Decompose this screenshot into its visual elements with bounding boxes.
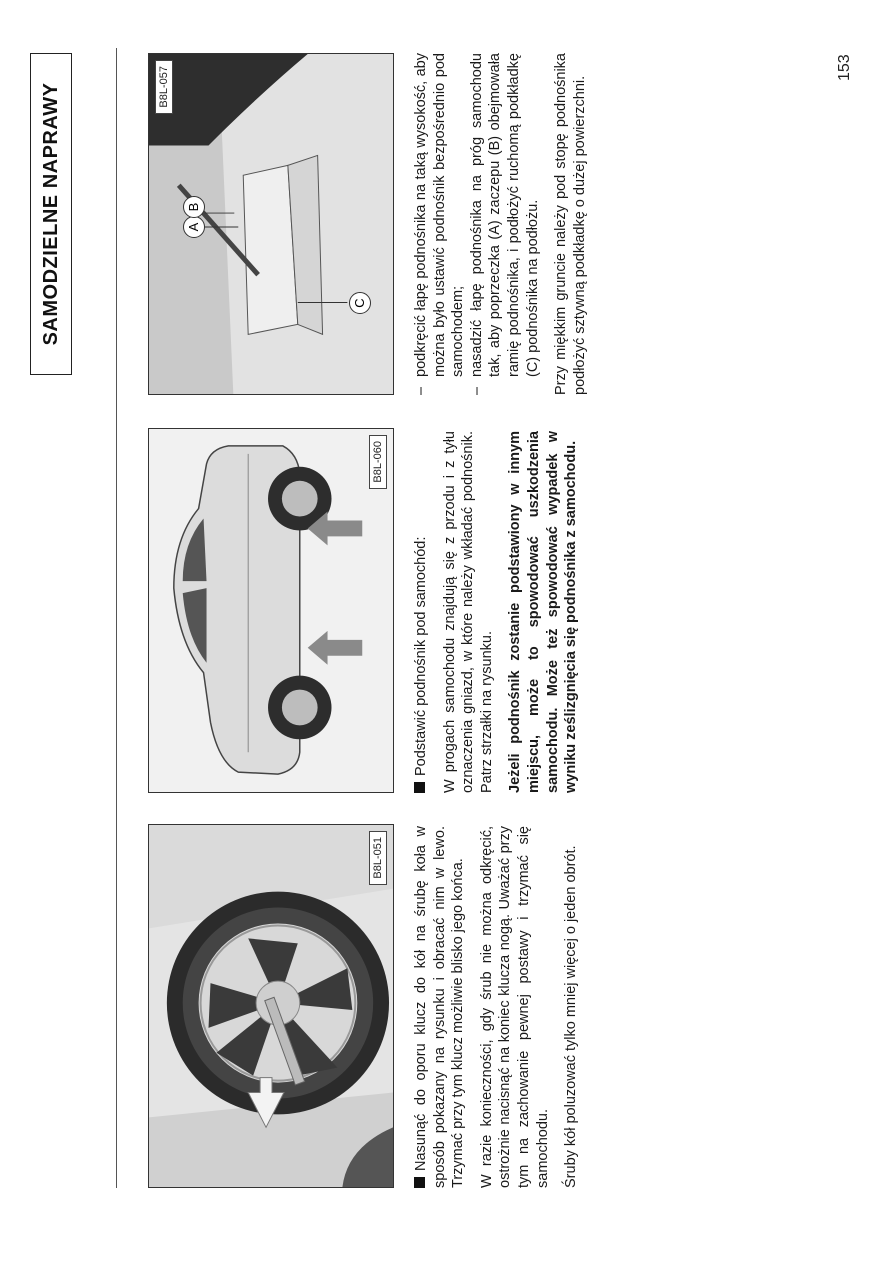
header-rule <box>116 48 117 1188</box>
list-item: – nasadzić łapę podnośnika na próg samochodu tak, aby poprzeczka (A) zaczepu (B) obejmowała ramię podnośnika, i podłożyć ruchomą podkładkę (C) podnośnika na podłożu. <box>468 53 542 395</box>
figure-jack-under-sill <box>148 53 394 395</box>
col3-paragraph-1: Przy miękkim gruncie należy pod stopę podnośnika podłożyć sztywną podkładkę o dużej powierzchni. <box>553 53 588 395</box>
car-side-illustration <box>149 429 393 792</box>
list-item: – podkręcić łapę podnośnika na taką wysokość, aby można było ustawić podnośnik bezpośrednio pod samochodem; <box>412 53 468 395</box>
figure-code: B8L-060 <box>369 435 387 489</box>
figure-car-jack-points <box>148 428 394 793</box>
wheel-wrench-illustration <box>149 825 393 1187</box>
col2-warning: Jeżeli podnośnik zostanie podstawiony w innym miejscu, może to spowodować uszkodzenia samochodu. Może też spowodować wypadek w wyniku ześlizgnięcia się podnośnika z samochodu. <box>507 431 580 793</box>
callout-a: A <box>183 216 205 238</box>
col1-p1-text: Nasunąć do oporu klucz do kół na śrubę koła w sposób pokazany na rysunku i obracać nim w lewo. Trzymać przy tym klucz możliwie blisko jego końca. <box>413 826 467 1188</box>
figure-code: B8L-051 <box>369 831 387 885</box>
callout-c: C <box>349 292 371 314</box>
page-title: SAMODZIELNE NAPRAWY <box>30 53 72 375</box>
column-3 <box>412 53 599 395</box>
column-1 <box>412 826 591 1188</box>
figure-code: B8L-057 <box>155 60 173 114</box>
col1-paragraph-3: Śruby kół poluzować tylko mniej więcej o jeden obrót. <box>563 845 580 1188</box>
callout-b: B <box>183 196 205 218</box>
instruction-list <box>412 53 542 395</box>
col2-p1-text: Podstawić podnośnik pod samochód: <box>413 536 429 776</box>
col2-paragraph-2: W progach samochodu znajdują się z przodu i z tyłu oznaczenia gniazd, w które należy wkładać podnośnik. Patrz strzałki na rysunku. <box>441 431 495 793</box>
col1-paragraph-1 <box>412 826 468 1188</box>
page-number: 153 <box>836 54 853 81</box>
column-2 <box>412 431 591 793</box>
figure-wheel-wrench <box>148 824 394 1188</box>
col2-paragraph-1 <box>412 431 431 793</box>
col1-paragraph-2: W razie konieczności, gdy śrub nie można odkręcić, ostrożnie nacisnąć na koniec klucza nogą. Uważać przy tym na zachowanie pewnej postawy i trzymać się samochodu. <box>478 826 551 1188</box>
bullet-square-icon <box>414 1177 425 1188</box>
bullet-square-icon <box>414 782 425 793</box>
